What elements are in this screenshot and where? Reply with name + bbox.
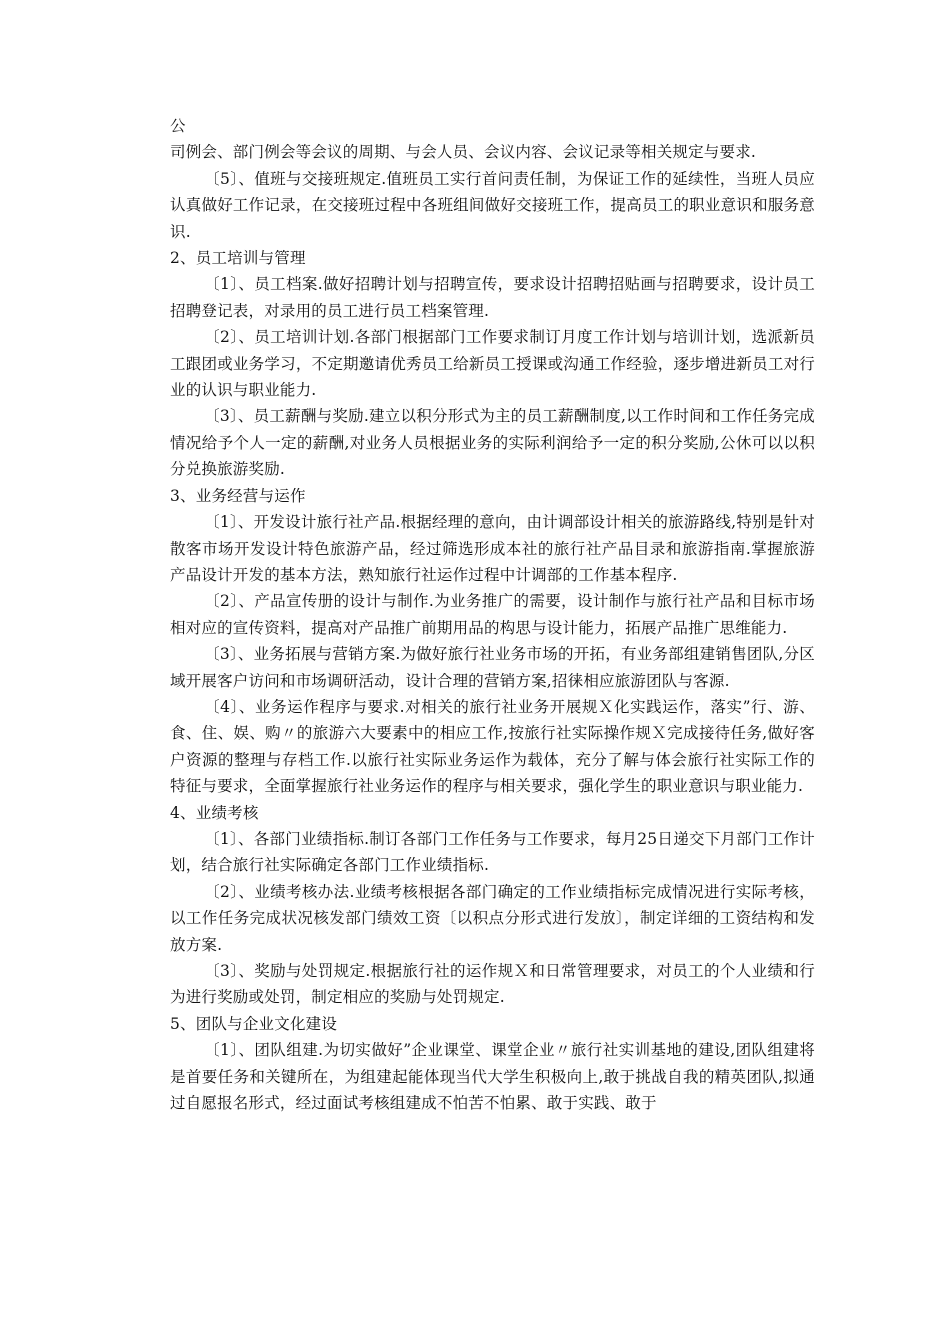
section-heading: 2、员工培训与管理 — [170, 249, 306, 268]
paragraph: 〔1〕、员工档案.做好招聘计划与招聘宣传，要求设计招聘招贴画与招聘要求，设计员工招聘登记表，对录用的员工进行员工档案管理. — [170, 275, 815, 320]
paragraph: 〔3〕、业务拓展与营销方案.为做好旅行社业务市场的开拓，有业务部组建销售团队,分区域开展客户访问和市场调研活动，设计合理的营销方案,招徕相应旅游团队与客源. — [170, 645, 815, 690]
section-heading: 3、业务经营与运作 — [170, 486, 306, 505]
paragraph: 〔3〕、员工薪酬与奖励.建立以积分形式为主的员工薪酬制度,以工作时间和工作任务完成情况给予个人一定的薪酬,对业务人员根据业务的实际利润给予一定的积分奖励,公休可以以积分兑换旅游奖励. — [170, 407, 815, 479]
paragraph: 〔5〕、值班与交接班规定.值班员工实行首问责任制，为保证工作的延续性，当班人员应认真做好工作记录，在交接班过程中各班组间做好交接班工作，提高员工的职业意识和服务意识. — [170, 169, 815, 241]
paragraph: 〔1〕、开发设计旅行社产品.根据经理的意向，由计调部设计相关的旅游路线,特别是针对散客市场开发设计特色旅游产品，经过筛选形成本社的旅行社产品目录和旅游指南.掌握旅游产品设计开发的基本方法，熟知旅行社运作过程中计调部的工作基本程序. — [170, 513, 815, 584]
document-body — [170, 113, 815, 1116]
text-line: 司例会、部门例会等会议的周期、与会人员、会议内容、会议记录等相关规定与要求. — [170, 143, 757, 162]
paragraph: 〔2〕、业绩考核办法.业绩考核根据各部门确定的工作业绩指标完成情况进行实际考核，以工作任务完成状况核发部门绩效工资〔以积点分形式进行发放〕，制定详细的工资结构和发放方案. — [170, 882, 815, 954]
text-line: 公 — [170, 117, 186, 135]
paragraph: 〔1〕、团队组建.为切实做好”企业课堂、课堂企业〃旅行社实训基地的建设,团队组建将是首要任务和关键所在，为组建起能体现当代大学生积极向上,敢于挑战自我的精英团队,拟通过自愿报名形式，经过面试考核组建成不怕苦不怕累、敢于实践、敢于 — [170, 1041, 815, 1113]
section-heading: 4、业绩考核 — [170, 803, 259, 822]
paragraph: 〔2〕、员工培训计划.各部门根据部门工作要求制订月度工作计划与培训计划，选派新员工跟团或业务学习，不定期邀请优秀员工给新员工授课或沟通工作经验，逐步增进新员工对行业的认识与职业能力. — [170, 328, 815, 400]
paragraph: 〔2〕、产品宣传册的设计与制作.为业务推广的需要，设计制作与旅行社产品和目标市场相对应的宣传资料，提高对产品推广前期用品的构思与设计能力，拓展产品推广思维能力. — [170, 592, 815, 637]
paragraph: 〔1〕、各部门业绩指标.制订各部门工作任务与工作要求，每月25日递交下月部门工作计划，结合旅行社实际确定各部门工作业绩指标. — [170, 829, 815, 875]
paragraph: 〔3〕、奖励与处罚规定.根据旅行社的运作规Ｘ和日常管理要求，对员工的个人业绩和行为进行奖励或处罚，制定相应的奖励与处罚规定. — [170, 962, 815, 1007]
section-heading: 5、团队与企业文化建设 — [170, 1014, 338, 1033]
paragraph: 〔4〕、业务运作程序与要求.对相关的旅行社业务开展规Ｘ化实践运作，落实”行、游、食、住、娱、购〃的旅游六大要素中的相应工作,按旅行社实际操作规Ｘ完成接待任务,做好客户资源的整理与存档工作.以旅行社实际业务运作为载体，充分了解与体会旅行社实际工作的特征与要求，全面掌握旅行社业务运作的程序与相关要求，强化学生的职业意识与职业能力. — [170, 697, 815, 796]
